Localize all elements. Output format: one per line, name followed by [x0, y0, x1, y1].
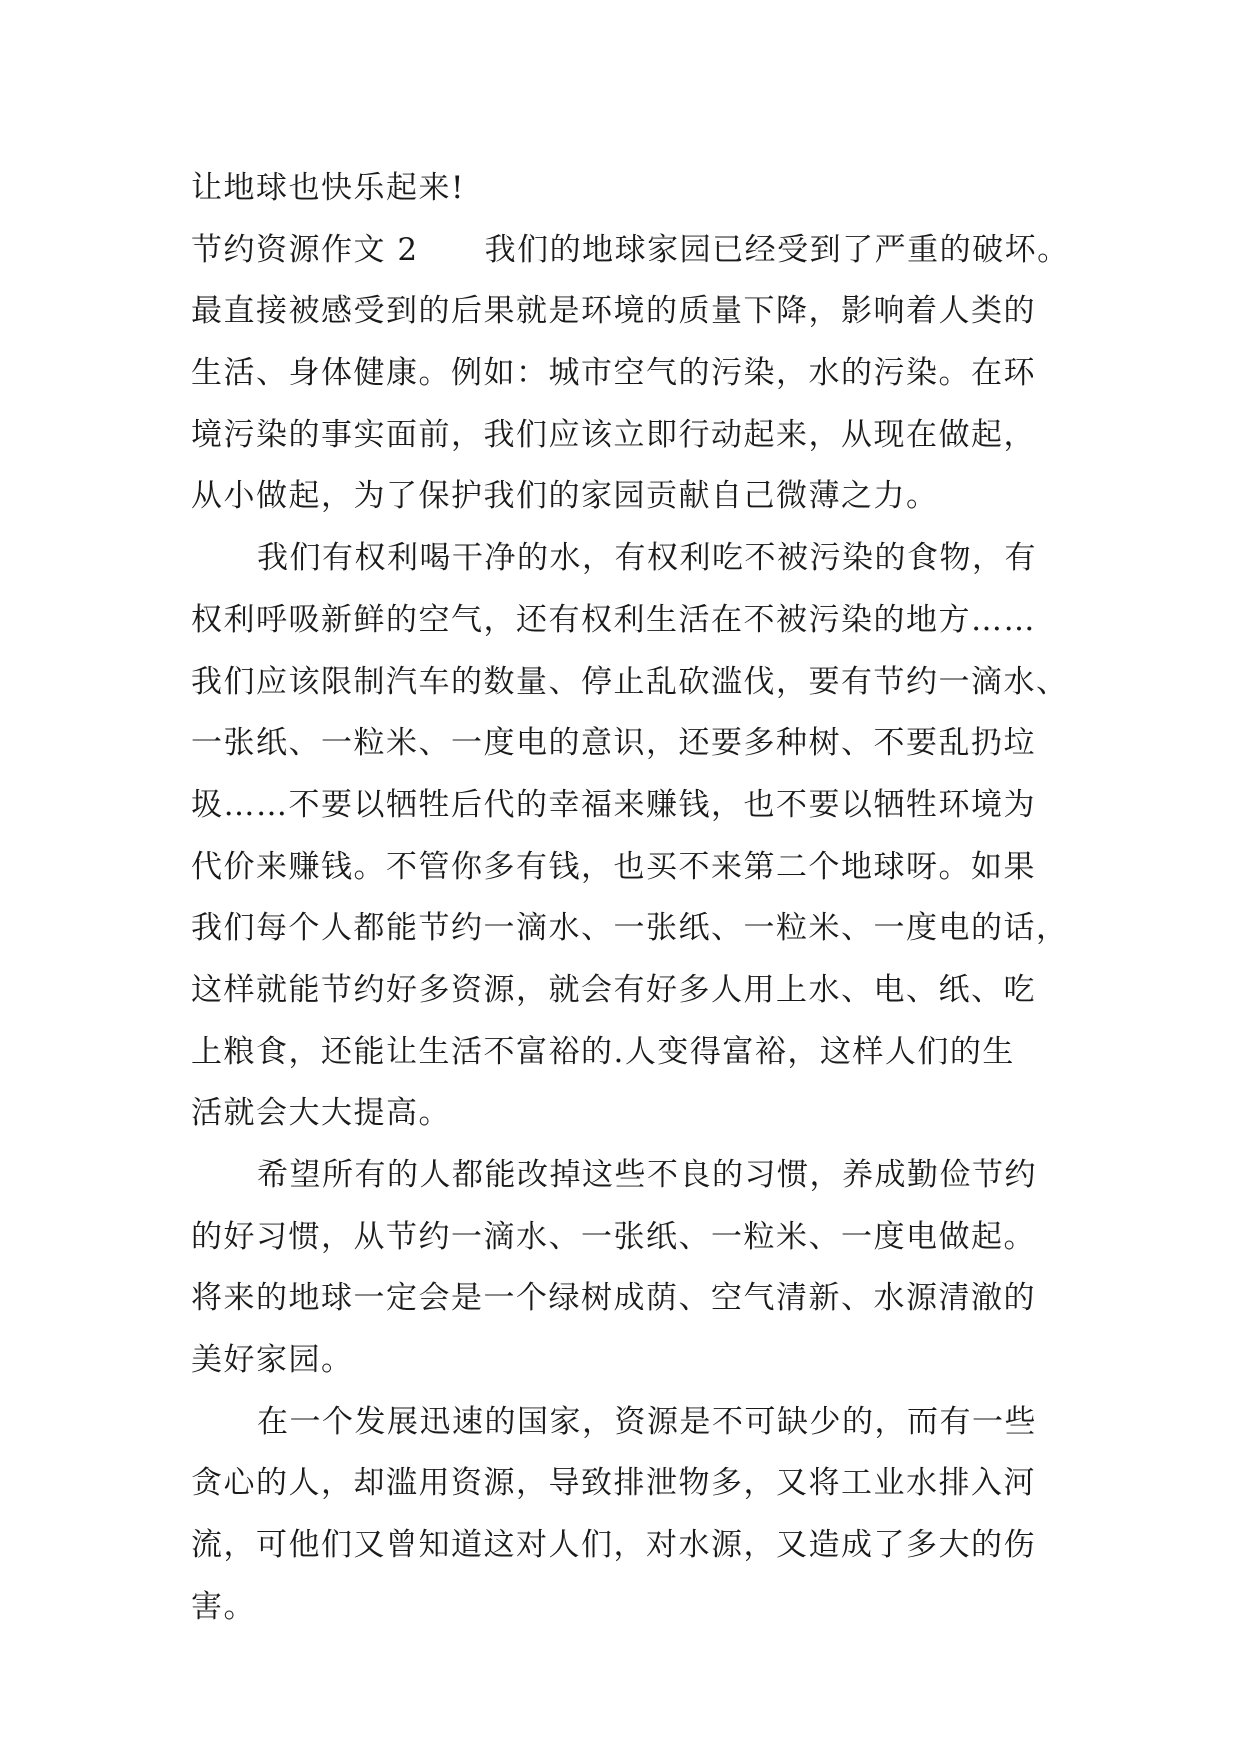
text-line: 最直接被感受到的后果就是环境的质量下降，影响着人类的: [191, 293, 1036, 330]
essay-text: [191, 158, 1071, 1639]
text-line: 从小做起，为了保护我们的家园贡献自己微薄之力。: [191, 478, 939, 515]
text-line: 活就会大大提高。: [191, 1095, 451, 1132]
text-line: 圾……不要以牺牲后代的幸福来赚钱，也不要以牺牲环境为: [191, 786, 1036, 823]
text-line: 我们每个人都能节约一滴水、一张纸、一粒米、一度电的话，: [191, 910, 1069, 947]
essay-first-sentence: 我们的地球家园已经受到了严重的破坏。: [484, 231, 1070, 268]
essay-heading-line: [191, 220, 1071, 282]
text-line: 生活、身体健康。例如：城市空气的污染，水的污染。在环: [191, 355, 1036, 392]
essay-title: 节约资源作文 2: [191, 231, 419, 268]
text-line: 害。: [191, 1588, 256, 1625]
text-line: 权利呼吸新鲜的空气，还有权利生活在不被污染的地方……: [191, 601, 1036, 638]
text-line: 将来的地球一定会是一个绿树成荫、空气清新、水源清澈的: [191, 1280, 1036, 1317]
text-line: 贪心的人，却滥用资源，导致排泄物多，又将工业水排入河: [191, 1465, 1036, 1502]
text-line: 一张纸、一粒米、一度电的意识，还要多种树、不要乱扔垃: [191, 725, 1036, 762]
text-line: 代价来赚钱。不管你多有钱，也买不来第二个地球呀。如果: [191, 848, 1036, 885]
paragraph-start-line: 在一个发展迅速的国家，资源是不可缺少的，而有一些: [257, 1403, 1037, 1440]
text-line: 的好习惯，从节约一滴水、一张纸、一粒米、一度电做起。: [191, 1218, 1036, 1255]
paragraph-start-line: 希望所有的人都能改掉这些不良的习惯，养成勤俭节约: [257, 1157, 1037, 1193]
paragraph-start-line: 我们有权利喝干净的水，有权利吃不被污染的食物，有: [257, 540, 1037, 577]
text-line: 美好家园。: [191, 1342, 354, 1379]
text-line: 我们应该限制汽车的数量、停止乱砍滥伐，要有节约一滴水、: [191, 663, 1069, 700]
text-line: 上粮食，还能让生活不富裕的.人变得富裕，这样人们的生: [191, 1033, 1015, 1070]
text-line: 流，可他们又曾知道这对人们，对水源，又造成了多大的伤: [191, 1527, 1036, 1564]
text-line: 让地球也快乐起来!: [191, 170, 465, 206]
text-line: 境污染的事实面前，我们应该立即行动起来，从现在做起，: [191, 416, 1036, 453]
text-line: 这样就能节约好多资源，就会有好多人用上水、电、纸、吃: [191, 971, 1036, 1008]
